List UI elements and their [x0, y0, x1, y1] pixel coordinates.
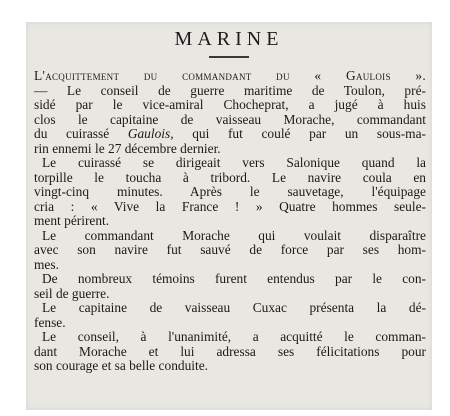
article-body [34, 69, 426, 374]
article-line: du cuirassé Gaulois, qui fut coulé par un sous-ma- [34, 126, 426, 141]
ship-name: Gaulois [127, 126, 171, 141]
newspaper-clipping [26, 22, 432, 410]
section-title: MARINE [174, 28, 284, 50]
article-line: mes. [34, 256, 59, 272]
article-line: — Le conseil de guerre maritime de Toulon, pré- [34, 82, 426, 98]
article-line: avec son navire fut sauvé de force par ses hom- [34, 242, 426, 257]
article-line: fense. [34, 314, 66, 330]
article-line: rin ennemi le 27 décembre dernier. [34, 140, 221, 156]
article-line: seil de guerre. [34, 285, 110, 301]
article-line: cria : « Vive la France ! » Quatre hommes seule- [34, 198, 426, 214]
article-heading: L'acquittement du commandant du « Gaulois ». [34, 68, 426, 83]
article-line: De nombreux témoins furent entendus par le con- [42, 271, 426, 286]
article-line: Le capitaine de vaisseau Cuxac présenta la dé- [42, 300, 426, 315]
title-divider [209, 56, 249, 58]
article-line: Le commandant Morache qui voulait disparaître [42, 227, 426, 243]
article-line: dant Morache et lui adressa ses félicitations pour [34, 343, 426, 359]
article-line: sidé par le vice-amiral Chocheprat, a jugé à huis [34, 97, 426, 112]
article-line: torpille le toucha à tribord. Le navire coula en [34, 169, 426, 185]
article-line: clos le capitaine de vaisseau Morache, commandant [34, 111, 426, 127]
article-line: ment périrent. [34, 213, 110, 228]
article-line: son courage et sa belle conduite. [34, 358, 209, 373]
article-line: vingt-cinq minutes. Après le sauvetage, l'équipage [34, 184, 426, 199]
article-line: Le conseil, à l'unanimité, a acquitté le comman- [42, 329, 426, 344]
article-line: Le cuirassé se dirigeait vers Salonique quand la [42, 155, 426, 170]
